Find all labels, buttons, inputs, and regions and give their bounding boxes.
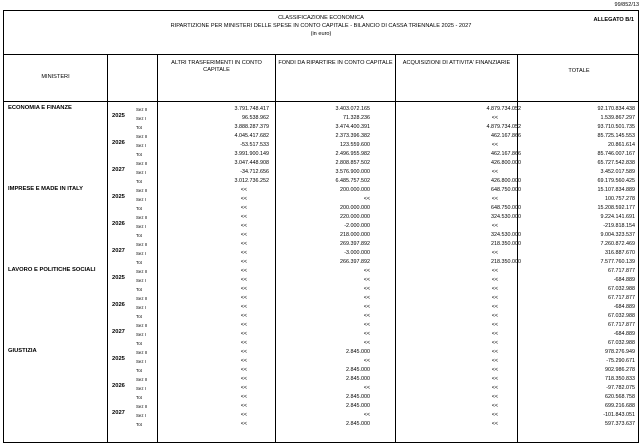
row-section-label: Sez II: [136, 296, 148, 301]
cell-fondi-da-ripartire: 266.397.892: [340, 259, 370, 265]
cell-acquisizioni: <<: [491, 223, 498, 229]
table-row: [4, 321, 638, 330]
table-row: [4, 150, 638, 159]
row-section-label: Sez I: [136, 170, 147, 175]
cell-acquisizioni: <<: [491, 367, 498, 373]
cell-totale: 93.710.501.735: [597, 124, 635, 130]
document-code: 99/852/13: [614, 2, 639, 8]
cell-acquisizioni: 426.800.000: [491, 160, 521, 166]
cell-totale: 3.452.017.589: [600, 169, 635, 175]
cell-totale: 85.746.007.167: [597, 151, 635, 157]
cell-acquisizioni: <<: [491, 349, 498, 355]
row-section-label: Sez II: [136, 323, 148, 328]
cell-fondi-da-ripartire: <<: [363, 286, 370, 292]
cell-totale: 20.861.614: [608, 142, 635, 148]
allegato-label: ALLEGATO B/1: [593, 17, 634, 23]
year-label: 2027: [112, 167, 125, 173]
column-headers: [4, 54, 638, 102]
year-label: 2027: [112, 329, 125, 335]
cell-altri-trasferimenti: <<: [240, 295, 247, 301]
row-section-label: Tot: [136, 341, 142, 346]
cell-fondi-da-ripartire: <<: [363, 412, 370, 418]
cell-acquisizioni: <<: [491, 196, 498, 202]
table-row: [4, 375, 638, 384]
cell-altri-trasferimenti: 3.791.748.417: [234, 106, 269, 112]
cell-acquisizioni: <<: [491, 169, 498, 175]
cell-totale: 902.986.278: [605, 367, 635, 373]
cell-altri-trasferimenti: <<: [240, 385, 247, 391]
cell-altri-trasferimenti: <<: [240, 277, 247, 283]
cell-altri-trasferimenti: <<: [240, 304, 247, 310]
table-row: [4, 186, 638, 195]
year-block: [4, 105, 638, 132]
cell-totale: 67.717.877: [608, 268, 635, 274]
year-label: 2027: [112, 410, 125, 416]
year-label: 2025: [112, 113, 125, 119]
row-section-label: Tot: [136, 125, 142, 130]
table-row: [4, 339, 638, 348]
cell-altri-trasferimenti: <<: [240, 223, 247, 229]
column-header-altri-trasferimenti: ALTRI TRASFERIMENTI IN CONTO CAPITALE: [157, 54, 275, 101]
cell-altri-trasferimenti: <<: [240, 358, 247, 364]
table-row: [4, 141, 638, 150]
row-section-label: Sez I: [136, 413, 147, 418]
cell-fondi-da-ripartire: 2.845.000: [346, 367, 370, 373]
column-header-totale: TOTALE: [517, 54, 640, 101]
cell-fondi-da-ripartire: 269.397.892: [340, 241, 370, 247]
cell-totale: 978.276.949: [605, 349, 635, 355]
cell-totale: -101.843.051: [603, 412, 635, 418]
row-section-label: Tot: [136, 179, 142, 184]
year-block: [4, 213, 638, 240]
row-section-label: Sez I: [136, 143, 147, 148]
table-row: [4, 159, 638, 168]
row-section-label: Tot: [136, 395, 142, 400]
year-label: 2025: [112, 275, 125, 281]
row-section-label: Sez II: [136, 107, 148, 112]
table-row: [4, 231, 638, 240]
cell-totale: 9.004.323.537: [600, 232, 635, 238]
table-row: [4, 114, 638, 123]
table-row: [4, 384, 638, 393]
year-block: [4, 294, 638, 321]
cell-altri-trasferimenti: -53.517.533: [240, 142, 269, 148]
row-section-label: Sez I: [136, 116, 147, 121]
column-header-fondi-da-ripartire: FONDI DA RIPARTIRE IN CONTO CAPITALE: [275, 54, 395, 101]
cell-totale: -684.889: [613, 304, 635, 310]
year-block: [4, 375, 638, 402]
cell-totale: 85.725.145.553: [597, 133, 635, 139]
cell-fondi-da-ripartire: 3.576.900.000: [335, 169, 370, 175]
cell-acquisizioni: <<: [491, 358, 498, 364]
column-header-year: [107, 54, 157, 101]
row-section-label: Sez I: [136, 305, 147, 310]
cell-altri-trasferimenti: <<: [240, 340, 247, 346]
cell-fondi-da-ripartire: 3.474.400.391: [335, 124, 370, 130]
row-section-label: Tot: [136, 206, 142, 211]
table-row: [4, 177, 638, 186]
cell-totale: 67.032.988: [608, 286, 635, 292]
cell-acquisizioni: <<: [491, 340, 498, 346]
cell-altri-trasferimenti: <<: [240, 376, 247, 382]
cell-altri-trasferimenti: 3.012.736.252: [234, 178, 269, 184]
cell-fondi-da-ripartire: <<: [363, 313, 370, 319]
cell-totale: 67.717.877: [608, 322, 635, 328]
cell-fondi-da-ripartire: <<: [363, 358, 370, 364]
cell-fondi-da-ripartire: <<: [363, 295, 370, 301]
row-section-label: Sez I: [136, 332, 147, 337]
cell-acquisizioni: <<: [491, 385, 498, 391]
cell-altri-trasferimenti: <<: [240, 349, 247, 355]
cell-acquisizioni: 648.750.000: [491, 205, 521, 211]
table-row: [4, 294, 638, 303]
cell-totale: -684.889: [613, 331, 635, 337]
year-label: 2025: [112, 356, 125, 362]
cell-altri-trasferimenti: 3.991.900.149: [234, 151, 269, 157]
column-header-acquisizioni: ACQUISIZIONI DI ATTIVITA' FINANZIARIE: [395, 54, 517, 101]
year-label: 2026: [112, 221, 125, 227]
cell-altri-trasferimenti: <<: [240, 205, 247, 211]
table-row: [4, 168, 638, 177]
year-label: 2026: [112, 140, 125, 146]
cell-acquisizioni: <<: [491, 115, 498, 121]
cell-altri-trasferimenti: <<: [240, 241, 247, 247]
cell-altri-trasferimenti: <<: [240, 214, 247, 220]
cell-altri-trasferimenti: <<: [240, 313, 247, 319]
row-section-label: Sez II: [136, 215, 148, 220]
cell-altri-trasferimenti: <<: [240, 259, 247, 265]
cell-totale: 65.727.542.838: [597, 160, 635, 166]
cell-acquisizioni: 324.530.000: [491, 232, 521, 238]
ministry-block: [4, 186, 638, 267]
ministry-name: IMPRESE E MADE IN ITALY: [8, 186, 84, 192]
year-block: [4, 348, 638, 375]
row-section-label: Sez II: [136, 161, 148, 166]
cell-fondi-da-ripartire: <<: [363, 268, 370, 274]
cell-acquisizioni: <<: [491, 331, 498, 337]
table-row: [4, 258, 638, 267]
cell-acquisizioni: <<: [491, 304, 498, 310]
row-section-label: Tot: [136, 422, 142, 427]
row-section-label: Sez II: [136, 269, 148, 274]
cell-fondi-da-ripartire: 2.845.000: [346, 403, 370, 409]
cell-totale: 100.757.278: [605, 196, 635, 202]
cell-fondi-da-ripartire: -3.000.000: [344, 250, 370, 256]
report-header: [4, 11, 638, 55]
row-section-label: Sez I: [136, 278, 147, 283]
cell-totale: 7.260.872.469: [600, 241, 635, 247]
cell-fondi-da-ripartire: -2.000.000: [344, 223, 370, 229]
cell-acquisizioni: <<: [491, 250, 498, 256]
cell-fondi-da-ripartire: <<: [363, 304, 370, 310]
cell-fondi-da-ripartire: <<: [363, 277, 370, 283]
row-section-label: Tot: [136, 260, 142, 265]
cell-altri-trasferimenti: 4.045.417.682: [234, 133, 269, 139]
row-section-label: Sez II: [136, 188, 148, 193]
cell-acquisizioni: <<: [491, 322, 498, 328]
cell-acquisizioni: <<: [491, 277, 498, 283]
table-row: [4, 420, 638, 429]
cell-altri-trasferimenti: <<: [240, 403, 247, 409]
cell-totale: 67.032.988: [608, 313, 635, 319]
cell-totale: -219.818.154: [603, 223, 635, 229]
cell-fondi-da-ripartire: 2.496.955.982: [335, 151, 370, 157]
table-row: [4, 204, 638, 213]
year-label: 2026: [112, 383, 125, 389]
cell-fondi-da-ripartire: 3.403.072.165: [335, 106, 370, 112]
cell-totale: 7.577.760.139: [600, 259, 635, 265]
year-block: [4, 267, 638, 294]
cell-altri-trasferimenti: 96.538.962: [242, 115, 269, 121]
table-row: [4, 123, 638, 132]
report-title: CLASSIFICAZIONE ECONOMICA: [278, 15, 364, 21]
ministry-name: ECONOMIA E FINANZE: [8, 105, 72, 111]
cell-acquisizioni: <<: [491, 295, 498, 301]
table-row: [4, 357, 638, 366]
table-row: [4, 267, 638, 276]
cell-fondi-da-ripartire: 2.845.000: [346, 349, 370, 355]
cell-acquisizioni: <<: [491, 403, 498, 409]
cell-acquisizioni: <<: [491, 142, 498, 148]
year-block: [4, 186, 638, 213]
cell-fondi-da-ripartire: 71.328.236: [343, 115, 370, 121]
cell-altri-trasferimenti: <<: [240, 421, 247, 427]
cell-totale: 718.350.833: [605, 376, 635, 382]
ministry-name: LAVORO E POLITICHE SOCIALI: [8, 267, 96, 273]
row-section-label: Tot: [136, 368, 142, 373]
cell-totale: 597.373.637: [605, 421, 635, 427]
cell-altri-trasferimenti: 3.047.448.908: [234, 160, 269, 166]
table-row: [4, 411, 638, 420]
cell-fondi-da-ripartire: 2.845.000: [346, 376, 370, 382]
cell-acquisizioni: <<: [491, 268, 498, 274]
cell-fondi-da-ripartire: 123.559.600: [340, 142, 370, 148]
cell-acquisizioni: 4.879.734.052: [486, 106, 521, 112]
cell-acquisizioni: <<: [491, 412, 498, 418]
cell-acquisizioni: <<: [491, 376, 498, 382]
ministry-block: [4, 105, 638, 186]
cell-fondi-da-ripartire: 218.000.000: [340, 232, 370, 238]
cell-fondi-da-ripartire: <<: [363, 385, 370, 391]
ministry-name: GIUSTIZIA: [8, 348, 37, 354]
cell-acquisizioni: 4.879.734.052: [486, 124, 521, 130]
row-section-label: Tot: [136, 233, 142, 238]
cell-altri-trasferimenti: <<: [240, 367, 247, 373]
table-row: [4, 402, 638, 411]
ministry-block: [4, 267, 638, 348]
cell-fondi-da-ripartire: 220.000.000: [340, 214, 370, 220]
cell-totale: 15.107.834.889: [597, 187, 635, 193]
year-label: 2026: [112, 302, 125, 308]
row-section-label: Sez I: [136, 359, 147, 364]
row-section-label: Sez I: [136, 251, 147, 256]
cell-totale: 67.717.877: [608, 295, 635, 301]
cell-altri-trasferimenti: <<: [240, 412, 247, 418]
cell-fondi-da-ripartire: 2.808.857.502: [335, 160, 370, 166]
cell-altri-trasferimenti: <<: [240, 286, 247, 292]
column-header-ministeri: MINISTERI: [41, 74, 70, 80]
table-row: [4, 393, 638, 402]
cell-acquisizioni: <<: [491, 421, 498, 427]
cell-totale: 15.208.592.177: [597, 205, 635, 211]
row-section-label: Sez I: [136, 197, 147, 202]
cell-acquisizioni: <<: [491, 286, 498, 292]
cell-acquisizioni: <<: [491, 394, 498, 400]
cell-totale: 92.170.834.438: [597, 106, 635, 112]
table-row: [4, 249, 638, 258]
cell-fondi-da-ripartire: 2.845.000: [346, 394, 370, 400]
table-row: [4, 330, 638, 339]
cell-totale: -75.290.671: [606, 358, 635, 364]
cell-fondi-da-ripartire: <<: [363, 196, 370, 202]
cell-fondi-da-ripartire: 6.485.757.502: [335, 178, 370, 184]
table-row: [4, 195, 638, 204]
table-row: [4, 213, 638, 222]
cell-acquisizioni: <<: [491, 313, 498, 319]
cell-altri-trasferimenti: <<: [240, 268, 247, 274]
cell-acquisizioni: 218.350.000: [491, 259, 521, 265]
table-row: [4, 222, 638, 231]
cell-totale: 1.539.867.297: [600, 115, 635, 121]
cell-altri-trasferimenti: <<: [240, 187, 247, 193]
year-label: 2027: [112, 248, 125, 254]
cell-fondi-da-ripartire: 200.000.000: [340, 205, 370, 211]
ministry-block: [4, 348, 638, 429]
table-row: [4, 285, 638, 294]
cell-fondi-da-ripartire: 200.000.000: [340, 187, 370, 193]
report-subtitle: RIPARTIZIONE PER MINISTERI DELLE SPESE IN CONTO CAPITALE - BILANCIO DI CASSA TRIENNALE 2025 - 2027: [170, 23, 472, 29]
cell-acquisizioni: 648.750.000: [491, 187, 521, 193]
cell-totale: 67.032.988: [608, 340, 635, 346]
row-section-label: Sez II: [136, 350, 148, 355]
cell-totale: -97.782.075: [606, 385, 635, 391]
year-block: [4, 132, 638, 159]
table-body: [4, 105, 638, 429]
year-block: [4, 159, 638, 186]
cell-totale: 620.568.758: [605, 394, 635, 400]
table-row: [4, 303, 638, 312]
row-section-label: Sez II: [136, 134, 148, 139]
cell-totale: 69.179.560.425: [597, 178, 635, 184]
cell-acquisizioni: 426.800.000: [491, 178, 521, 184]
table-row: [4, 132, 638, 141]
year-block: [4, 240, 638, 267]
year-label: 2025: [112, 194, 125, 200]
cell-fondi-da-ripartire: <<: [363, 322, 370, 328]
row-section-label: Sez II: [136, 404, 148, 409]
cell-altri-trasferimenti: <<: [240, 331, 247, 337]
cell-altri-trasferimenti: <<: [240, 232, 247, 238]
row-section-label: Sez II: [136, 242, 148, 247]
cell-acquisizioni: 218.350.000: [491, 241, 521, 247]
table-row: [4, 348, 638, 357]
cell-fondi-da-ripartire: 2.373.396.382: [335, 133, 370, 139]
cell-totale: 699.216.688: [605, 403, 635, 409]
cell-totale: 9.224.141.691: [600, 214, 635, 220]
cell-acquisizioni: 324.530.000: [491, 214, 521, 220]
row-section-label: Tot: [136, 314, 142, 319]
row-section-label: Tot: [136, 287, 142, 292]
cell-altri-trasferimenti: <<: [240, 322, 247, 328]
table-row: [4, 312, 638, 321]
cell-fondi-da-ripartire: <<: [363, 340, 370, 346]
cell-altri-trasferimenti: <<: [240, 196, 247, 202]
cell-acquisizioni: 462.167.866: [491, 133, 521, 139]
row-section-label: Sez I: [136, 224, 147, 229]
row-section-label: Tot: [136, 152, 142, 157]
table-row: [4, 105, 638, 114]
cell-altri-trasferimenti: -34.712.656: [240, 169, 269, 175]
cell-totale: -684.889: [613, 277, 635, 283]
year-block: [4, 402, 638, 429]
cell-altri-trasferimenti: 3.888.287.379: [234, 124, 269, 130]
report-table: [3, 10, 639, 443]
cell-acquisizioni: 462.167.866: [491, 151, 521, 157]
cell-altri-trasferimenti: <<: [240, 394, 247, 400]
cell-altri-trasferimenti: <<: [240, 250, 247, 256]
cell-fondi-da-ripartire: <<: [363, 331, 370, 337]
table-row: [4, 366, 638, 375]
row-section-label: Sez I: [136, 386, 147, 391]
table-row: [4, 276, 638, 285]
year-block: [4, 321, 638, 348]
report-unit: (in euro): [310, 31, 332, 37]
cell-fondi-da-ripartire: 2.845.000: [346, 421, 370, 427]
row-section-label: Sez II: [136, 377, 148, 382]
table-row: [4, 240, 638, 249]
cell-totale: 316.887.670: [605, 250, 635, 256]
